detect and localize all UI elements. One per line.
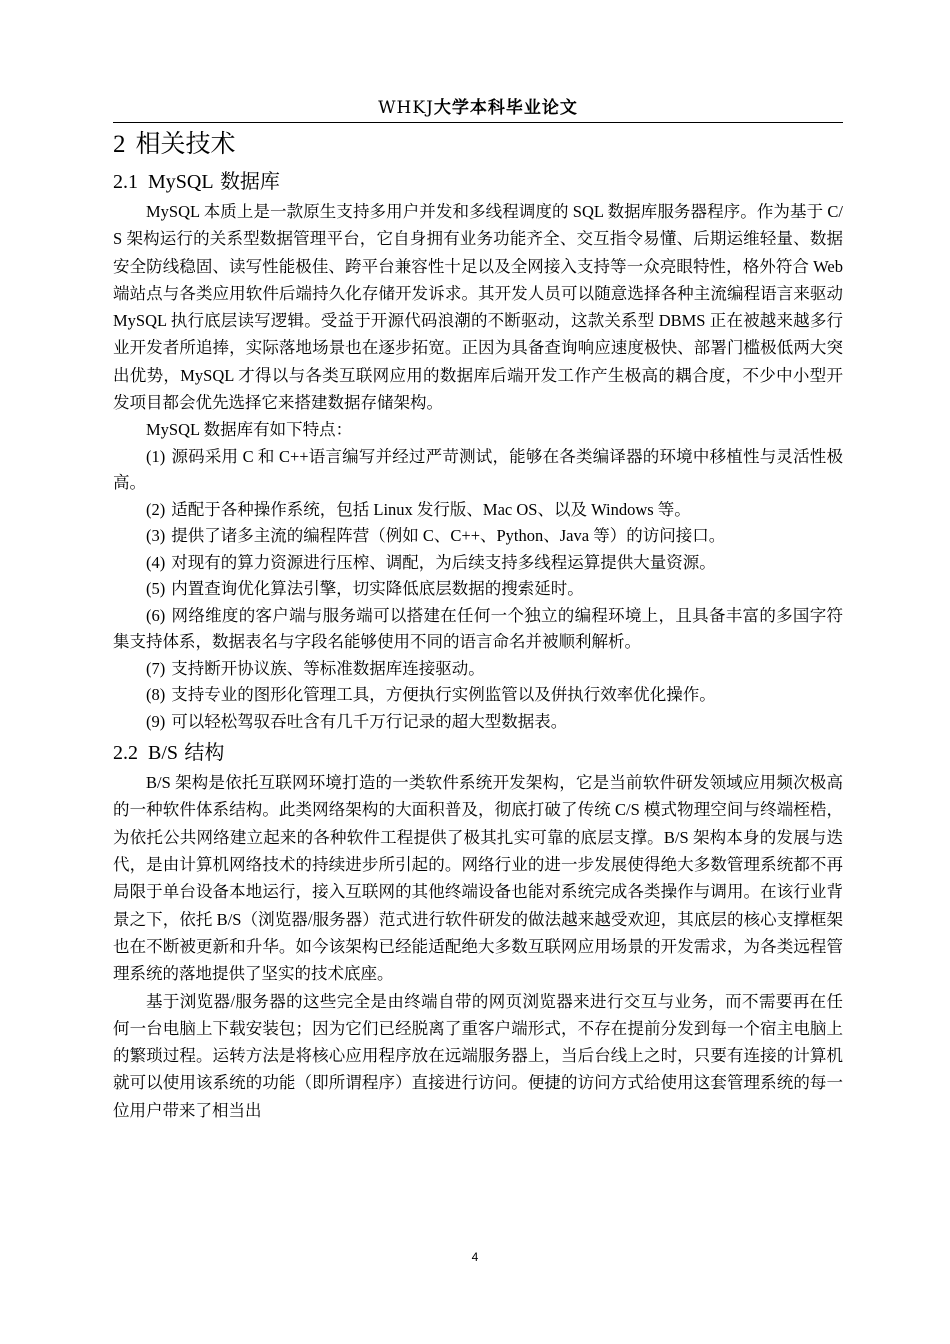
list-item-text: 适配于各种操作系统，包括 Linux 发行版、Mac OS、以及 Windows 等。 bbox=[171, 499, 691, 519]
list-item-number: (1) bbox=[146, 446, 166, 466]
section-heading-mysql bbox=[113, 164, 843, 198]
list-item bbox=[113, 656, 843, 683]
page-content bbox=[113, 124, 843, 1124]
section-title-cn: 数据库 bbox=[219, 169, 280, 193]
list-item-number: (2) bbox=[146, 499, 166, 519]
list-item bbox=[113, 682, 843, 709]
list-item bbox=[113, 709, 843, 736]
list-item bbox=[113, 497, 843, 524]
list-item-number: (6) bbox=[146, 605, 166, 625]
section-title-latin: B/S bbox=[148, 742, 179, 765]
list-item-number: (4) bbox=[146, 552, 166, 572]
section-title-latin: MySQL bbox=[148, 171, 214, 193]
list-item-text: 可以轻松驾驭吞吐含有几千万行记录的超大型数据表。 bbox=[171, 711, 568, 731]
header-latin: WHKJ bbox=[378, 98, 434, 118]
list-item-number: (7) bbox=[146, 658, 166, 678]
list-item-number: (8) bbox=[146, 685, 166, 705]
list-item bbox=[113, 550, 843, 577]
list-item-text: 对现有的算力资源进行压榨、调配，为后续支持多线程运算提供大量资源。 bbox=[171, 552, 716, 572]
list-item-number: (5) bbox=[146, 579, 166, 599]
section-heading-bs bbox=[113, 735, 843, 769]
list-item bbox=[113, 603, 843, 656]
list-item bbox=[113, 444, 843, 497]
list-item-text: 支持断开协议族、等标准数据库连接驱动。 bbox=[171, 658, 485, 678]
list-item-text: 网络维度的客户端与服务端可以搭建在任何一个独立的编程环境上，且具备丰富的多国字符集支持体系，数据表名与字段名能够使用不同的语言命名并被顺利解析。 bbox=[113, 605, 843, 652]
section-title-cn: 结构 bbox=[184, 740, 225, 765]
mysql-paragraph: MySQL 本质上是一款原生支持多用户并发和多线程调度的 SQL 数据库服务器程序。作为基于 C/S 架构运行的关系型数据管理平台，它自身拥有业务功能齐全、交互指令易懂、后期运维轻量、数据安全防线稳固、读写性能极佳、跨平台兼容性十足以及全网接入支持等一众亮眼特性，格外符合 Web 端站点与各类应用软件后端持久化存储开发诉求。其开发人员可以随意选择各种主流编程语言来驱动 MySQL 执行底层读写逻辑。受益于开源代码浪潮的不断驱动，这款关系型 DBMS 正在被越来越多行业开发者所追捧，实际落地场景也在逐步拓宽。正因为具备查询响应速度极快、部署门槛极低两大突出优势，MySQL 才得以与各类互联网应用的数据库后端开发工作产生极高的耦合度，不少中小型开发项目都会优先选择它来搭建数据存储架构。 bbox=[113, 202, 843, 413]
header-rule bbox=[113, 122, 843, 123]
list-item-text: 源码采用 C 和 C++语言编写并经过严苛测试，能够在各类编译器的环境中移植性与灵活性极高。 bbox=[113, 446, 843, 493]
chapter-title: 相关技术 bbox=[135, 129, 236, 158]
chapter-number: 2 bbox=[113, 131, 126, 158]
list-item bbox=[113, 523, 843, 550]
list-item-text: 支持专业的图形化管理工具，方便执行实例监管以及倂执行效率优化操作。 bbox=[171, 685, 716, 705]
list-item-number: (9) bbox=[146, 711, 166, 731]
list-item-text: 内置查询优化算法引擎，切实降低底层数据的搜索延时。 bbox=[171, 579, 584, 599]
section-number: 2.1 bbox=[113, 171, 138, 193]
list-item-number: (3) bbox=[146, 526, 166, 546]
header-title: 大学本科毕业论文 bbox=[433, 98, 578, 118]
page-number: 4 bbox=[471, 1250, 479, 1264]
chapter-heading bbox=[113, 124, 843, 164]
running-header bbox=[113, 97, 843, 119]
features-list bbox=[113, 444, 843, 736]
section-number: 2.2 bbox=[113, 742, 138, 765]
list-item-text: 提供了诸多主流的编程阵营（例如 C、C++、Python、Java 等）的访问接口。 bbox=[171, 526, 726, 546]
features-intro: MySQL 数据库有如下特点： bbox=[146, 420, 353, 440]
bs-paragraph-1: B/S 架构是依托互联网环境打造的一类软件系统开发架构，它是当前软件研发领域应用频次极高的一种软件体系结构。此类网络架构的大面积普及，彻底打破了传统 C/S 模式物理空间与终端桎梏，为依托公共网络建立起来的各种软件工程提供了极其扎实可靠的底层支撑。B/S 架构本身的发展与迭代，是由计算机网络技术的持续进步所引起的。网络行业的进一步发展使得绝大多数管理系统都不再局限于单台设备本地运行，接入互联网的其他终端设备也能对系统完成各类操作与调用。在该行业背景之下，依托 B/S（浏览器/服务器）范式进行软件研发的做法越来越受欢迎，其底层的核心支撑框架也在不断被更新和升华。如今该架构已经能适配绝大多数互联网应用场景的开发需求，为各类远程管理系统的落地提供了坚实的技术底座。 bbox=[113, 773, 843, 984]
list-item bbox=[113, 576, 843, 603]
bs-paragraph-2: 基于浏览器/服务器的这些完全是由终端自带的网页浏览器来进行交互与业务，而不需要再在任何一台电脑上下载安装包；因为它们已经脱离了重客户端形式，不存在提前分发到每一个宿主电脑上的繁琐过程。运转方法是将核心应用程序放在远端服务器上，当后台线上之时，只要有连接的计算机就可以使用该系统的功能（即所谓程序）直接进行访问。便捷的访问方式给使用这套管理系统的每一位用户带来了相当出 bbox=[113, 991, 843, 1120]
